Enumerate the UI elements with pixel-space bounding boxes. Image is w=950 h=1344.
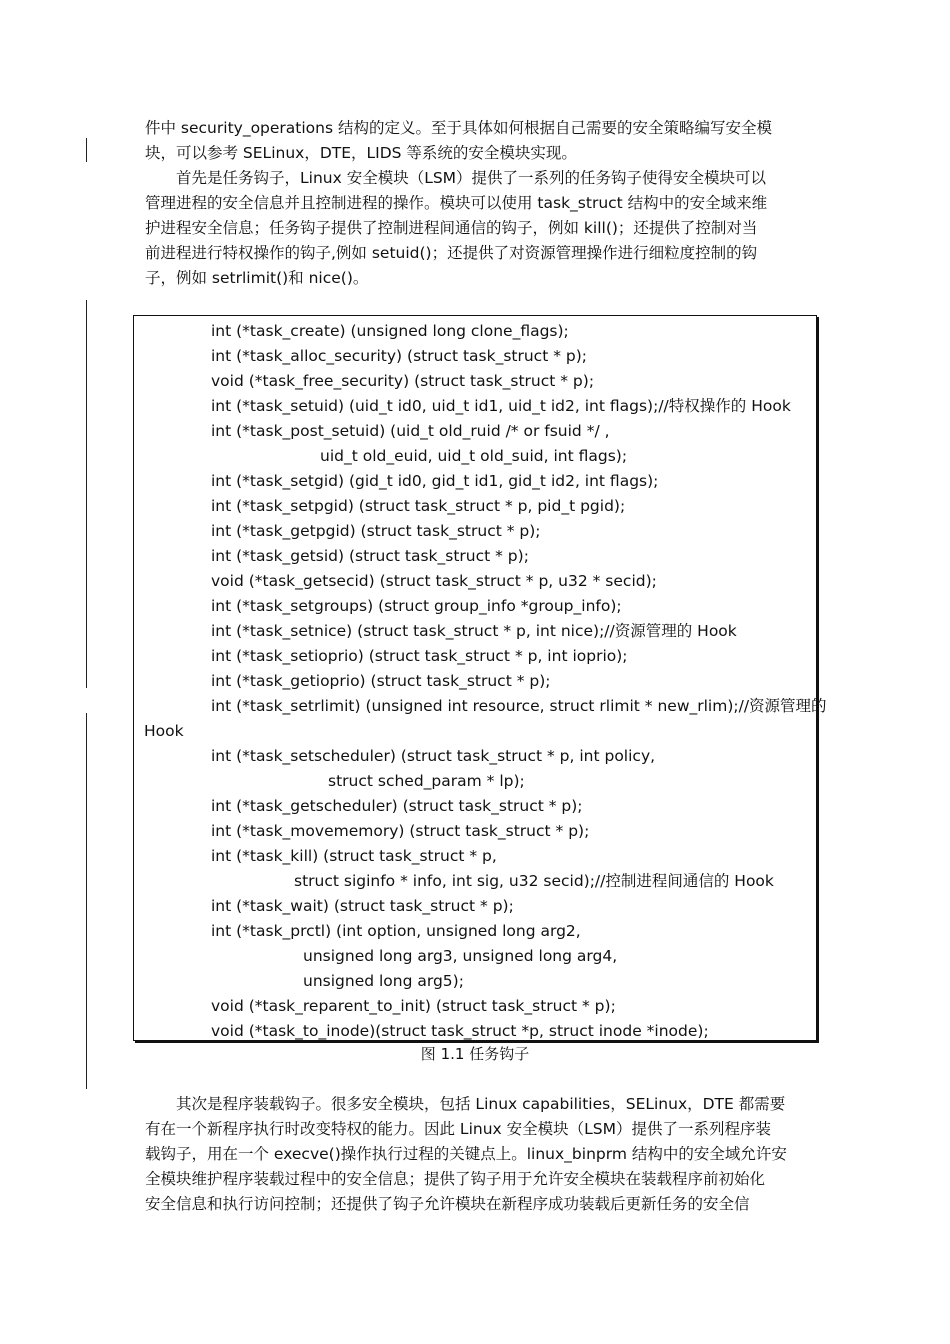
code-line: int (*task_getpgid) (struct task_struct * p);	[211, 522, 541, 540]
code-line: int (*task_setscheduler) (struct task_struct * p, int policy,	[211, 747, 656, 765]
code-line: void (*task_getsecid) (struct task_struct * p, u32 * secid);	[211, 572, 657, 590]
code-line: int (*task_getsid) (struct task_struct * p);	[211, 547, 529, 565]
code-line: void (*task_reparent_to_init) (struct task_struct * p);	[211, 997, 616, 1015]
code-line: int (*task_getscheduler) (struct task_struct * p);	[211, 797, 583, 815]
change-bar-middle	[86, 300, 87, 688]
code-line: int (*task_kill) (struct task_struct * p,	[211, 847, 497, 865]
loader-hook-paragraph	[145, 1092, 810, 1217]
code-line: unsigned long arg5);	[303, 972, 464, 990]
paragraph-line: 前进程进行特权操作的钩子,例如 setuid()；还提供了对资源管理操作进行细粒度控制的钩	[145, 244, 758, 262]
paragraph-line: 块，可以参考 SELinux，DTE，LIDS 等系统的安全模块实现。	[145, 144, 577, 162]
paragraph-line: 首先是任务钩子，Linux 安全模块（LSM）提供了一系列的任务钩子使得安全模块可以	[145, 169, 767, 187]
code-line: uid_t old_euid, uid_t old_suid, int flags);	[320, 447, 628, 465]
code-line: int (*task_setgroups) (struct group_info *group_info);	[211, 597, 622, 615]
code-line: int (*task_setnice) (struct task_struct * p, int nice);//资源管理的 Hook	[211, 622, 737, 640]
figure-caption: 图 1.1 任务钩子	[420, 1045, 530, 1063]
code-line: int (*task_prctl) (int option, unsigned long arg2,	[211, 922, 581, 940]
paragraph-line: 全模块维护程序装载过程中的安全信息；提供了钩子用于允许安全模块在装载程序前初始化	[145, 1170, 766, 1188]
paragraph-line: 管理进程的安全信息并且控制进程的操作。模块可以使用 task_struct 结构中的安全域来维	[145, 194, 768, 212]
change-bar-bottom	[86, 713, 87, 1089]
code-line: void (*task_free_security) (struct task_struct * p);	[211, 372, 595, 390]
change-bar-top	[86, 138, 87, 162]
paragraph-line: 子，例如 setrlimit()和 nice()。	[145, 269, 369, 287]
paragraph-line: 其次是程序装载钩子。很多安全模块，包括 Linux capabilities，SELinux，DTE 都需要	[145, 1095, 786, 1113]
code-line: int (*task_setpgid) (struct task_struct * p, pid_t pgid);	[211, 497, 626, 515]
task-hook-paragraph	[145, 166, 810, 291]
code-line: void (*task_to_inode)(struct task_struct *p, struct inode *inode);	[211, 1022, 709, 1040]
code-line: struct siginfo * info, int sig, u32 secid);//控制进程间通信的 Hook	[294, 872, 774, 890]
code-line: int (*task_getioprio) (struct task_struct * p);	[211, 672, 551, 690]
code-line: int (*task_setioprio) (struct task_struct * p, int ioprio);	[211, 647, 628, 665]
intro-paragraph	[145, 116, 810, 166]
code-listing-box	[133, 315, 827, 1041]
paragraph-line: 安全信息和执行访问控制；还提供了钩子允许模块在新程序成功装载后更新任务的安全信	[145, 1195, 750, 1213]
paragraph-line: 件中 security_operations 结构的定义。至于具体如何根据自己需要的安全策略编写安全模	[145, 119, 772, 137]
code-line: int (*task_movememory) (struct task_struct * p);	[211, 822, 590, 840]
code-line: int (*task_wait) (struct task_struct * p);	[211, 897, 514, 915]
code-line: int (*task_setrlimit) (unsigned int resource, struct rlimit * new_rlim);//资源管理的	[211, 697, 827, 715]
code-line: int (*task_setgid) (gid_t id0, gid_t id1, gid_t id2, int flags);	[211, 472, 659, 490]
paragraph-line: 载钩子，用在一个 execve()操作执行过程的关键点上。linux_binprm 结构中的安全域允许安	[145, 1145, 787, 1163]
code-line: unsigned long arg3, unsigned long arg4,	[303, 947, 618, 965]
code-line: int (*task_alloc_security) (struct task_struct * p);	[211, 347, 587, 365]
code-line: int (*task_post_setuid) (uid_t old_ruid /* or fsuid */ ,	[211, 422, 610, 440]
paragraph-line: 有在一个新程序执行时改变特权的能力。因此 Linux 安全模块（LSM）提供了一系列程序装	[145, 1120, 771, 1138]
paragraph-line: 护进程安全信息；任务钩子提供了控制进程间通信的钩子，例如 kill()；还提供了控制对当	[145, 219, 758, 237]
code-line: Hook	[144, 722, 184, 740]
code-line: int (*task_create) (unsigned long clone_flags);	[211, 322, 569, 340]
code-line: int (*task_setuid) (uid_t id0, uid_t id1, uid_t id2, int flags);//特权操作的 Hook	[211, 397, 791, 415]
code-line: struct sched_param * lp);	[328, 772, 525, 790]
